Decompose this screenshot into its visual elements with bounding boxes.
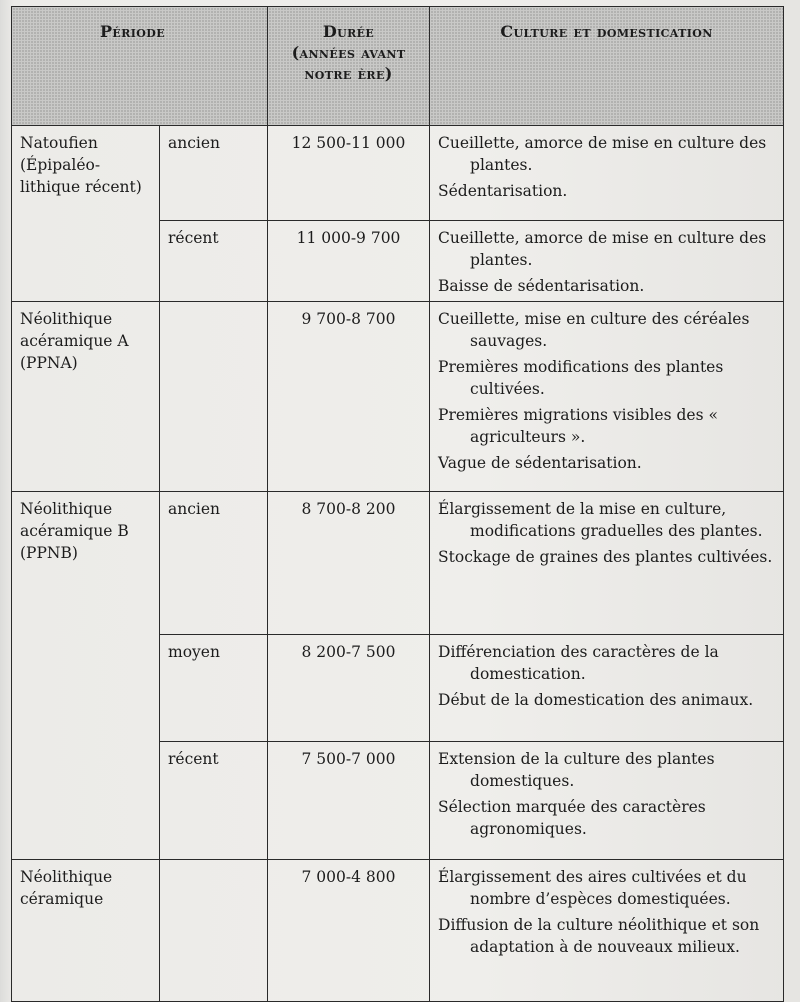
table-row: [12, 126, 784, 221]
subperiod-cell: [160, 302, 268, 492]
duration-cell: 7 000-4 800: [268, 860, 430, 1002]
culture-cell: [430, 492, 784, 635]
period-line: lithique récent): [20, 178, 142, 196]
culture-cell: [430, 302, 784, 492]
culture-cell: [430, 635, 784, 742]
period-cell: [12, 492, 160, 860]
duration-cell: 7 500-7 000: [268, 742, 430, 860]
culture-item: Début de la domestication des animaux.: [438, 691, 754, 709]
subperiod-cell: moyen: [160, 635, 268, 742]
subperiod-cell: récent: [160, 221, 268, 302]
header-period: Période: [12, 7, 268, 126]
culture-item: Stockage de graines des plantes cultivées.: [438, 548, 773, 566]
duration-cell: 12 500-11 000: [268, 126, 430, 221]
culture-item: Premières migrations visibles des « agriculteurs ».: [438, 406, 718, 446]
header-duration-line-2: (années avant: [291, 43, 406, 62]
culture-item: Cueillette, amorce de mise en culture des plantes.: [438, 134, 767, 174]
subperiod-cell: ancien: [160, 492, 268, 635]
neolithic-periods-table: [11, 6, 784, 1002]
subperiod-cell: ancien: [160, 126, 268, 221]
period-line: Néolithique: [20, 500, 113, 518]
header-duration-line-3: notre ère): [304, 64, 393, 83]
culture-item: Élargissement des aires cultivées et du nombre d’espèces domestiquées.: [438, 868, 747, 908]
culture-item: Baisse de sédentarisation.: [438, 277, 645, 295]
period-line: (PPNB): [20, 544, 78, 562]
header-culture: Culture et domestication: [430, 7, 784, 126]
header-row: [12, 7, 784, 126]
culture-item: Cueillette, amorce de mise en culture des plantes.: [438, 229, 767, 269]
duration-cell: 9 700-8 700: [268, 302, 430, 492]
subperiod-cell: récent: [160, 742, 268, 860]
culture-item: Diffusion de la culture néolithique et son adaptation à de nouveaux milieux.: [438, 916, 760, 956]
subperiod-cell: [160, 860, 268, 1002]
culture-item: Élargissement de la mise en culture, modifications graduelles des plantes.: [438, 500, 763, 540]
period-line: acéramique A: [20, 332, 129, 350]
period-line: (Épipaléo-: [20, 156, 101, 174]
culture-item: Sédentarisation.: [438, 182, 568, 200]
duration-cell: 8 700-8 200: [268, 492, 430, 635]
culture-item: Vague de sédentarisation.: [438, 454, 642, 472]
culture-item: Différenciation des caractères de la domestication.: [438, 643, 719, 683]
table-row: [12, 860, 784, 1002]
culture-cell: [430, 860, 784, 1002]
period-line: céramique: [20, 890, 104, 908]
duration-cell: 8 200-7 500: [268, 635, 430, 742]
header-duration-line-1: Durée: [322, 22, 375, 41]
table-row: [12, 492, 784, 635]
period-line: Néolithique: [20, 310, 113, 328]
period-line: acéramique B: [20, 522, 129, 540]
culture-cell: [430, 126, 784, 221]
culture-cell: [430, 742, 784, 860]
culture-item: Extension de la culture des plantes domestiques.: [438, 750, 715, 790]
period-cell: [12, 126, 160, 302]
culture-item: Cueillette, mise en culture des céréales sauvages.: [438, 310, 750, 350]
culture-item: Premières modifications des plantes cultivées.: [438, 358, 724, 398]
period-line: (PPNA): [20, 354, 78, 372]
header-duration: [268, 7, 430, 126]
culture-item: Sélection marquée des caractères agronomiques.: [438, 798, 706, 838]
period-cell: [12, 302, 160, 492]
table-row: [12, 302, 784, 492]
period-line: Natoufien: [20, 134, 98, 152]
duration-cell: 11 000-9 700: [268, 221, 430, 302]
period-cell: [12, 860, 160, 1002]
culture-cell: [430, 221, 784, 302]
period-line: Néolithique: [20, 868, 113, 886]
